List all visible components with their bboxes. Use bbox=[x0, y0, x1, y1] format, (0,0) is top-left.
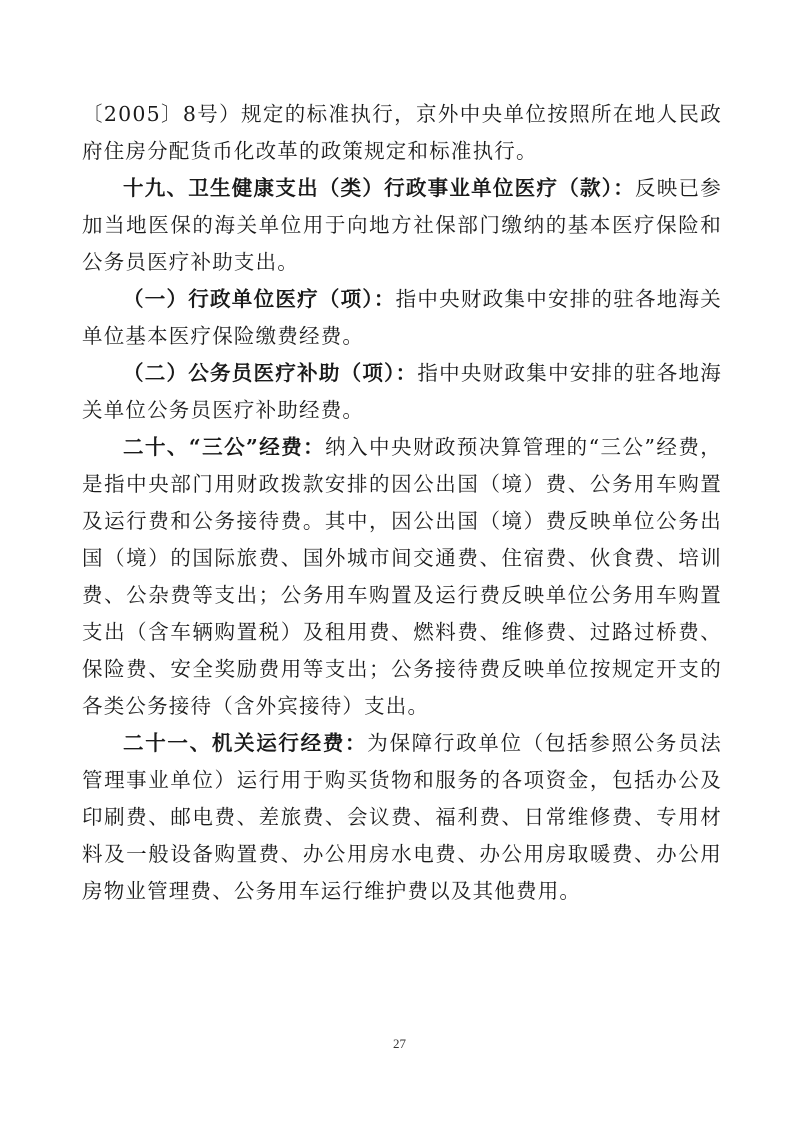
paragraph-section-21 bbox=[82, 725, 722, 910]
body-text bbox=[82, 96, 722, 910]
section-heading: 二十一、机关运行经费： bbox=[123, 731, 368, 755]
paragraph-body: 指中央财政集中安排的驻各地海关单位公务员医疗补助经费。 bbox=[82, 361, 722, 422]
paragraph-item-1 bbox=[82, 281, 722, 355]
paragraph-body: 〔2005〕8号）规定的标准执行，京外中央单位按照所在地人民政府住房分配货币化改革的政策规定和标准执行。 bbox=[82, 102, 722, 163]
paragraph-body: 为保障行政单位（包括参照公务员法管理事业单位）运行用于购买货物和服务的各项资金，包括办公及印刷费、邮电费、差旅费、会议费、福利费、日常维修费、专用材料及一般设备购置费、办公用房水电费、办公用房取暖费、办公用房物业管理费、公务用车运行维护费以及其他费用。 bbox=[82, 731, 723, 903]
paragraph-item-2 bbox=[82, 355, 722, 429]
section-heading: 二十、“三公”经费： bbox=[123, 435, 326, 459]
section-heading: 十九、卫生健康支出（类）行政事业单位医疗（款）： bbox=[123, 176, 635, 200]
paragraph-body: 指中央财政集中安排的驻各地海关单位基本医疗保险缴费经费。 bbox=[82, 287, 722, 348]
item-heading: （一）行政单位医疗（项）： bbox=[123, 287, 396, 311]
paragraph-section-20 bbox=[82, 429, 722, 725]
item-heading: （二）公务员医疗补助（项）： bbox=[123, 361, 418, 385]
paragraph-body: 纳入中央财政预决算管理的“三公”经费，是指中央部门用财政拨款安排的因公出国（境）费、公务用车购置及运行费和公务接待费。其中，因公出国（境）费反映单位公务出国（境）的国际旅费、国外城市间交通费、住宿费、伙食费、培训费、公杂费等支出；公务用车购置及运行费反映单位公务用车购置支出（含车辆购置税）及租用费、燃料费、维修费、过路过桥费、保险费、安全奖励费用等支出；公务接待费反映单位按规定开支的各类公务接待（含外宾接待）支出。 bbox=[82, 435, 722, 718]
page-number: 27 bbox=[393, 1036, 406, 1051]
paragraph-body: 反映已参加当地医保的海关单位用于向地方社保部门缴纳的基本医疗保险和公务员医疗补助支出。 bbox=[82, 176, 722, 274]
paragraph-section-19 bbox=[82, 170, 722, 281]
paragraph-continuation bbox=[82, 96, 722, 170]
